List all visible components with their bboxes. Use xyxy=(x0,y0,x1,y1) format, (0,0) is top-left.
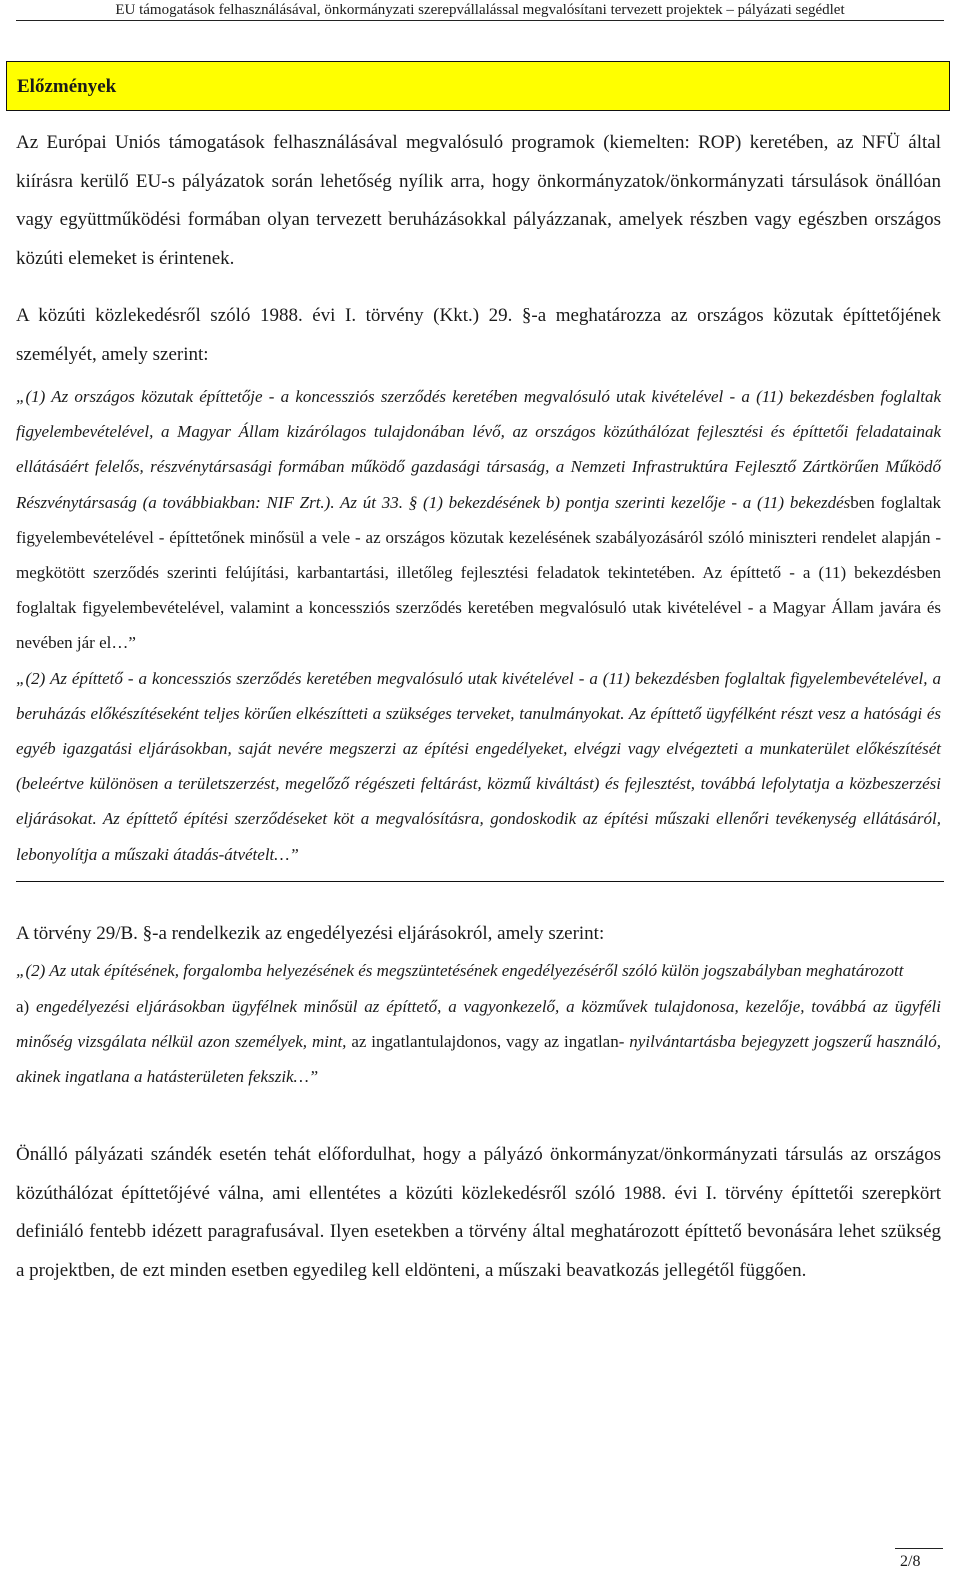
quote-paragraph-1 xyxy=(16,379,941,661)
conclusion-paragraph: Önálló pályázati szándék esetén tehát előfordulhat, hogy a pályázó önkormányzat/önkormányzati társulás az országos közúthálózat építtetőjévé válna, ami ellentétes a közúti közlekedésről szóló 1988. évi I. törvény építtetői szerepkört definiáló fentebb idézett paragrafusával. Ilyen esetekben a törvény által meghatározott építtető bevonására lehet szükség a projektben, de ezt minden esetben egyedileg kell eldönteni, a műszaki beavatkozás jellegétől függően. xyxy=(16,1144,941,1281)
document-body xyxy=(16,124,941,1290)
quote-1-part-d: ben foglaltak figyelembevételével - építtetőnek minősül a vele - az országos közutak kezelésének szabályozásáról szóló miniszteri rendelet alapján - megkötött szerződés szerinti felújítási, karbantartási, illetőleg fejlesztési feladatok tekintetében. Az építtető - a (11) bekezdésben foglaltak figyelembevételével, valamint a koncessziós szerződés keretében megvalósuló utak kivételével - a Magyar Állam javára és nevében jár el…” xyxy=(16,492,941,653)
page-number: 2/8 xyxy=(900,1553,921,1570)
quote-paragraph-3-point-a xyxy=(16,989,941,1095)
law-reference-paragraph: A közúti közlekedésről szóló 1988. évi I. törvény (Kkt.) 29. §-a meghatározza az országos közutak építtetőjének személyét, amely szerint: xyxy=(16,305,941,365)
intro-paragraph: Az Európai Uniós támogatások felhasználásával megvalósuló programok (kiemelten: ROP) keretében, az NFÜ által kiírásra kerülő EU-s pályázatok során lehetőség nyílik arra, hogy önkormányzatok/önkormányzati társulások önállóan vagy együttműködési formában olyan tervezett beruházásokkal pályázzanak, amelyek részben vagy egészben országos közúti elemeket is érintenek. xyxy=(16,132,941,269)
point-a-end: nyilvántartásba bejegyzett jogszerű használó, akinek ingatlana a hatásterületen fekszik…” xyxy=(16,1031,941,1086)
section-divider xyxy=(16,881,944,882)
header-divider xyxy=(16,20,944,21)
point-a-plain: az ingatlantulajdonos, vagy az ingatlan- xyxy=(346,1031,625,1051)
quote-paragraph-2: „(2) Az építtető - a koncessziós szerződés keretében megvalósuló utak kivételével - a (11) bekezdésben foglaltak figyelembevételével, a beruházás előkészítéseként teljes körűen elkészítteti a szükséges terveket, tanulmányokat. Az építtető ügyfélként részt vesz a hatósági és egyéb igazgatási eljárásokban, saját nevére megszerzi az építési engedélyeket, elvégzi vagy elvégezteti a munkaterület előkészítését (beleértve különösen a területszerzést, megelőző régészeti feltárást, közmű kiváltást) és fejlesztést, továbbá lefolytatja a közbeszerzési eljárásokat. Az építtető építési szerződéseket köt a megvalósításra, gondoskodik az építési műszaki ellenőri tevékenység ellátásáról, lebonyolítja a műszaki átadás-átvételt…” xyxy=(16,668,941,864)
running-header: EU támogatások felhasználásával, önkormányzati szerepvállalással megvalósítani tervezett projektek – pályázati segédlet xyxy=(115,2,845,18)
quote-1-part-c: b) pontja szerinti kezelője - a (11) bekezdés xyxy=(545,492,851,512)
point-a-italic: engedélyezési eljárásokban ügyfélnek minősül az építtető, a vagyonkezelő, a közművek tulajdonosa, kezelője, továbbá az ügyféli minőség vizsgálata nélkül azon személyek, mint, xyxy=(16,996,941,1051)
footer-divider xyxy=(895,1548,943,1549)
section-title: Előzmények xyxy=(17,76,117,97)
quote-1-part-b: (11) bekezdésben foglaltak figyelembevételével, a Magyar Állam kizárólagos tulajdonában lévő, az országos közúthálózat fejlesztési és építtetői feladatainak ellátásáért felelős, részvénytársasági formában működő gazdasági társaság, a Nemzeti Infrastruktúra Fejlesztő Zártkörűen Működő Részvénytársaság (a továbbiakban: NIF Zrt.). Az út 33. § (1) bekezdésének xyxy=(16,387,941,512)
quote-1-part-a: „(1) Az országos közutak építtetője - a koncessziós szerződés keretében megvalósuló utak kivételével - a xyxy=(16,387,757,406)
permit-law-paragraph: A törvény 29/B. §-a rendelkezik az engedélyezési eljárásokról, amely szerint: xyxy=(16,922,605,944)
point-a-prefix: a) xyxy=(16,996,36,1016)
section-heading-box xyxy=(6,61,950,111)
quote-paragraph-3: „(2) Az utak építésének, forgalomba helyezésének és megszüntetésének engedélyezéséről szóló külön jogszabályban meghatározott xyxy=(16,961,904,981)
